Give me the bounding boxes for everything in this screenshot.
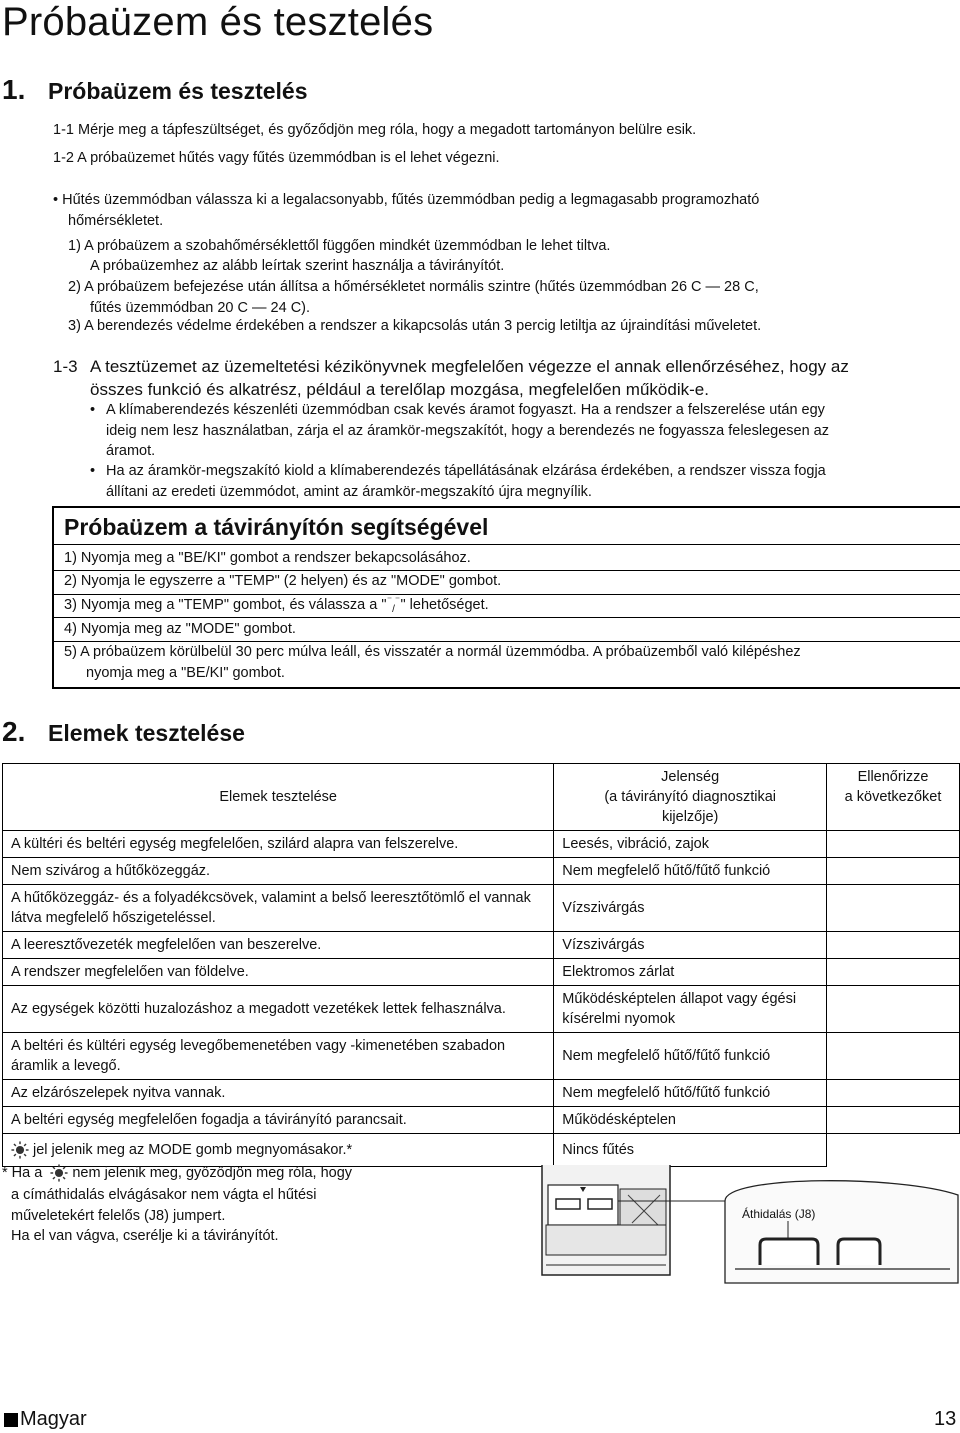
footer-square-icon bbox=[4, 1413, 18, 1427]
heating-sun-icon bbox=[11, 1141, 29, 1159]
remote-box-bottom bbox=[52, 687, 960, 689]
section-1-heading bbox=[2, 74, 308, 106]
remote-step-5: 5) A próbaüzem körülbelül 30 perc múlva leáll, és visszatér a normál üzemmódba. A próbaüzemből való kilépéshez bbox=[64, 644, 801, 660]
table-row bbox=[3, 1080, 960, 1107]
table-cell-symptom: Vízszivárgás bbox=[554, 932, 827, 959]
bullet-c-line2: állítani az eredeti üzemmódot, amint az áramkör-megszakító újra megnyílik. bbox=[106, 484, 592, 500]
table-cell-item: Nem szivárog a hűtőközeggáz. bbox=[3, 858, 554, 885]
table-cell-check bbox=[827, 1134, 960, 1167]
table-row bbox=[3, 885, 960, 932]
page-title: Próbaüzem és tesztelés bbox=[2, 0, 434, 44]
remote-step-4: 4) Nyomja meg az "MODE" gombot. bbox=[64, 621, 296, 637]
jumper-label: Áthidalás (J8) bbox=[742, 1207, 816, 1221]
table-cell-check bbox=[827, 1107, 960, 1134]
table-cell-symptom: Nincs fűtés bbox=[554, 1134, 827, 1167]
table-cell-item bbox=[3, 1134, 554, 1167]
table-cell-check bbox=[827, 959, 960, 986]
table-row bbox=[3, 959, 960, 986]
table-row bbox=[3, 1107, 960, 1134]
footnote-line4: Ha el van vágva, cserélje ki a távirányítót. bbox=[11, 1228, 279, 1244]
table-row bbox=[3, 831, 960, 858]
item-1-1: 1-1 Mérje meg a tápfeszültséget, és győződjön meg róla, hogy a megadott tartományon belülre esik. bbox=[53, 122, 697, 138]
item-1-3-line1: A tesztüzemet az üzemeltetési kézikönyvnek megfelelően végezze el annak ellenőrzéséhez, hogy az bbox=[90, 357, 849, 376]
header-symptom: Jelenség (a távirányító diagnosztikai kijelzője) bbox=[554, 764, 827, 831]
table-cell-symptom: Nem megfelelő hűtő/fűtő funkció bbox=[554, 858, 827, 885]
page-number: 13 bbox=[934, 1408, 957, 1430]
table-cell-item-text: jel jelenik meg az MODE gomb megnyomásakor.* bbox=[33, 1142, 353, 1158]
bullet-b-dot: • bbox=[90, 402, 96, 418]
table-cell-item: A kültéri és beltéri egység megfelelően, szilárd alapra van felszerelve. bbox=[3, 831, 554, 858]
bullet-a-line1: • Hűtés üzemmódban válassza ki a legalacsonyabb, fűtés üzemmódban pedig a legmagasabb programozható bbox=[53, 192, 760, 208]
table-cell-item: A beltéri és kültéri egység levegőbemenetében vagy -kimenetében szabadon áramlik a levegő. bbox=[3, 1033, 554, 1080]
section-2-heading bbox=[2, 716, 245, 748]
table-cell-item: A leeresztővezeték megfelelően van beszerelve. bbox=[3, 932, 554, 959]
remote-box-rule bbox=[52, 617, 960, 618]
heating-sun-icon bbox=[50, 1164, 68, 1182]
table-cell-item: Az elzárószelepek nyitva vannak. bbox=[3, 1080, 554, 1107]
bullet-b-line3: áramot. bbox=[106, 443, 156, 459]
header-test-items: Elemek tesztelése bbox=[3, 764, 554, 831]
sub-2-line1: 2) A próbaüzem befejezése után állítsa a hőmérsékletet normális szintre (hűtés üzemmódban 26 C — 28 C, bbox=[68, 279, 759, 295]
remote-step-3 bbox=[64, 595, 489, 616]
table-cell-symptom: Működésképtelen állapot vagy égési kísérelmi nyomok bbox=[554, 986, 827, 1033]
table-cell-check bbox=[827, 1033, 960, 1080]
footnote-line1-b: nem jelenik meg, győződjön meg róla, hogy bbox=[72, 1165, 353, 1181]
remote-board-jumper-illustration bbox=[520, 1165, 960, 1285]
section-2-title: Elemek tesztelése bbox=[48, 720, 245, 746]
item-1-3-line2: összes funkció és alkatrész, például a terelőlap mozgása, megfelelően működik-e. bbox=[90, 380, 709, 399]
remote-step-2: 2) Nyomja le egyszerre a "TEMP" (2 helyen) és az "MODE" gombot. bbox=[64, 573, 502, 589]
remote-step-3-text: 3) Nyomja meg a "TEMP" gombot, és válassza a " bbox=[64, 597, 387, 613]
table-cell-symptom: Nem megfelelő hűtő/fűtő funkció bbox=[554, 1080, 827, 1107]
table-cell-symptom: Működésképtelen bbox=[554, 1107, 827, 1134]
bullet-b-line1: A klímaberendezés készenléti üzemmódban csak kevés áramot fogyaszt. Ha a rendszer a felszerelése után egy bbox=[106, 402, 825, 418]
table-cell-check bbox=[827, 1080, 960, 1107]
test-mode-symbol: ⁻ ⁻ / bbox=[386, 595, 401, 616]
remote-box-left-border bbox=[52, 544, 54, 688]
table-cell-item: A beltéri egység megfelelően fogadja a távirányító parancsait. bbox=[3, 1107, 554, 1134]
table-row bbox=[3, 1033, 960, 1080]
table-cell-check bbox=[827, 986, 960, 1033]
footnote-line1-a: * Ha a bbox=[2, 1165, 43, 1181]
item-1-2: 1-2 A próbaüzemet hűtés vagy fűtés üzemmódban is el lehet végezni. bbox=[53, 150, 500, 166]
footer-language: Magyar bbox=[20, 1408, 87, 1430]
table-cell-symptom: Vízszivárgás bbox=[554, 885, 827, 932]
sub-1-line1: 1) A próbaüzem a szobahőmérséklettől függően mindkét üzemmódban le lehet tiltva. bbox=[68, 238, 611, 254]
bullet-c-line1: Ha az áramkör-megszakító kiold a klímaberendezés tápellátásának elzárása érdekében, a rendszer vissza fogja bbox=[106, 463, 826, 479]
remote-box-header bbox=[52, 506, 960, 544]
remote-step-3-tail: " lehetőséget. bbox=[400, 597, 489, 613]
bullet-a-line2: hőmérsékletet. bbox=[68, 213, 164, 229]
section-1-number: 1. bbox=[2, 74, 26, 105]
remote-box-title: Próbaüzem a távirányítón segítségével bbox=[64, 514, 489, 540]
table-cell-check bbox=[827, 858, 960, 885]
table-cell-item: A rendszer megfelelően van földelve. bbox=[3, 959, 554, 986]
bullet-c-dot: • bbox=[90, 463, 96, 479]
header-check: Ellenőrizze a következőket bbox=[827, 764, 960, 831]
sub-3: 3) A berendezés védelme érdekében a rendszer a kikapcsolás után 3 percig letiltja az újraindítási műveletet. bbox=[68, 318, 762, 334]
table-cell-symptom: Nem megfelelő hűtő/fűtő funkció bbox=[554, 1033, 827, 1080]
remote-step-1: 1) Nyomja meg a "BE/KI" gombot a rendszer bekapcsolásához. bbox=[64, 550, 471, 566]
table-cell-check bbox=[827, 932, 960, 959]
test-items-table bbox=[2, 763, 960, 1167]
table-row bbox=[3, 932, 960, 959]
table-cell-item: A hűtőközeggáz- és a folyadékcsövek, valamint a belső leeresztőtömlő el vannak látva megfelelő hőszigeteléssel. bbox=[3, 885, 554, 932]
item-1-3-number: 1-3 bbox=[53, 357, 78, 376]
bullet-b-line2: ideig nem lesz használatban, zárja el az áramkör-megszakítót, hogy a berendezés ne fogyassza feleslegesen az bbox=[106, 423, 829, 439]
table-cell-check bbox=[827, 885, 960, 932]
table-cell-symptom: Leesés, vibráció, zajok bbox=[554, 831, 827, 858]
footnote-line1 bbox=[2, 1163, 352, 1184]
table-row bbox=[3, 986, 960, 1033]
table-cell-check bbox=[827, 831, 960, 858]
remote-step-5-line2: nyomja meg a "BE/KI" gombot. bbox=[86, 665, 285, 681]
table-cell-item: Az egységek közötti huzalozáshoz a megadott vezetékek lettek felhasználva. bbox=[3, 986, 554, 1033]
table-cell-symptom: Elektromos zárlat bbox=[554, 959, 827, 986]
table-header-row bbox=[3, 764, 960, 831]
section-2-number: 2. bbox=[2, 716, 26, 747]
footnote-line2: a címáthidalás elvágásakor nem vágta el hűtési bbox=[11, 1187, 317, 1203]
table-row bbox=[3, 858, 960, 885]
remote-box-rule bbox=[52, 544, 960, 545]
footnote-line3: műveletekért felelős (J8) jumpert. bbox=[11, 1208, 226, 1224]
sub-2-line2: fűtés üzemmódban 20 C — 24 C). bbox=[90, 300, 311, 316]
table-row bbox=[3, 1134, 960, 1167]
section-1-title: Próbaüzem és tesztelés bbox=[48, 78, 308, 104]
sub-1-line2: A próbaüzemhez az alább leírtak szerint használja a távirányítót. bbox=[90, 258, 505, 274]
